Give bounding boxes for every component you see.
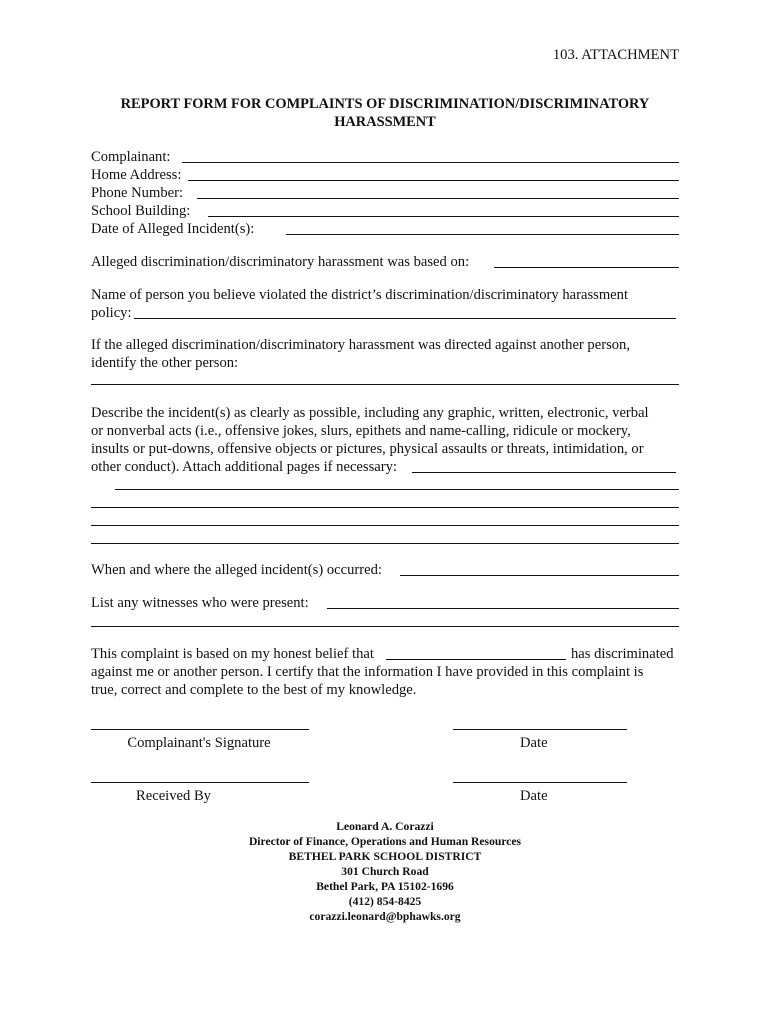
describe-field-line3[interactable]	[91, 507, 679, 508]
received-date-label: Date	[520, 788, 548, 804]
home-address-field[interactable]	[188, 180, 679, 181]
describe-field-line2[interactable]	[115, 489, 679, 490]
describe-field-line4[interactable]	[91, 525, 679, 526]
home-address-label: Home Address:	[91, 167, 182, 183]
describe-label-line2: or nonverbal acts (i.e., offensive jokes, slurs, epithets and name-calling, ridicule or mockery,	[91, 423, 631, 439]
violator-label-line1: Name of person you believe violated the district’s discrimination/discriminatory harassment	[91, 287, 628, 303]
complainant-signature-line[interactable]	[91, 729, 309, 730]
form-title-line1: REPORT FORM FOR COMPLAINTS OF DISCRIMINATION/DISCRIMINATORY	[120, 96, 650, 112]
signature-date-label: Date	[520, 735, 548, 751]
signature-date-line[interactable]	[453, 729, 627, 730]
witnesses-field-line1[interactable]	[327, 608, 679, 609]
other-person-field[interactable]	[91, 384, 679, 385]
contact-phone: (412) 854-8425	[348, 895, 422, 908]
based-on-label: Alleged discrimination/discriminatory harassment was based on:	[91, 254, 470, 270]
school-building-label: School Building:	[91, 203, 191, 219]
witnesses-label: List any witnesses who were present:	[91, 595, 309, 611]
attachment-number: 103. ATTACHMENT	[552, 47, 679, 63]
received-by-line[interactable]	[91, 782, 309, 783]
violator-label-line2: policy:	[91, 305, 132, 321]
city-address: Bethel Park, PA 15102-1696	[316, 880, 454, 893]
when-where-field[interactable]	[400, 575, 679, 576]
date-incident-label: Date of Alleged Incident(s):	[91, 221, 255, 237]
other-person-label-line1: If the alleged discrimination/discriminatory harassment was directed against another person,	[91, 337, 630, 353]
contact-title: Director of Finance, Operations and Human Resources	[248, 835, 522, 848]
certification-line2: against me or another person. I certify that the information I have provided in this complaint is	[91, 664, 644, 680]
street-address: 301 Church Road	[341, 865, 429, 878]
complainant-field[interactable]	[182, 162, 679, 163]
phone-number-field[interactable]	[197, 198, 679, 199]
certification-line1-start: This complaint is based on my honest belief that	[91, 646, 374, 662]
received-date-line[interactable]	[453, 782, 627, 783]
describe-label-line3: insults or put-downs, offensive objects or pictures, physical assaults or threats, intimidation, or	[91, 441, 644, 457]
when-where-label: When and where the alleged incident(s) occurred:	[91, 562, 382, 578]
school-building-field[interactable]	[208, 216, 679, 217]
accused-name-field[interactable]	[386, 659, 566, 660]
certification-line1-end: has discriminated	[571, 646, 674, 662]
complainant-label: Complainant:	[91, 149, 171, 165]
other-person-label-line2: identify the other person:	[91, 355, 239, 371]
describe-field-line5[interactable]	[91, 543, 679, 544]
based-on-field[interactable]	[494, 267, 679, 268]
contact-email[interactable]: corazzi.leonard@bphawks.org	[309, 910, 461, 923]
certification-line3: true, correct and complete to the best of my knowledge.	[91, 682, 417, 698]
violator-field[interactable]	[134, 318, 676, 319]
describe-label-line4: other conduct). Attach additional pages if necessary:	[91, 459, 397, 475]
date-incident-field[interactable]	[286, 234, 679, 235]
district-name: BETHEL PARK SCHOOL DISTRICT	[288, 850, 482, 863]
describe-field-line1[interactable]	[412, 472, 676, 473]
phone-number-label: Phone Number:	[91, 185, 184, 201]
received-by-label: Received By	[136, 788, 211, 804]
contact-name: Leonard A. Corazzi	[336, 820, 434, 833]
witnesses-field-line2[interactable]	[91, 626, 679, 627]
complainant-signature-label: Complainant's Signature	[127, 735, 271, 751]
form-title-line2: HARASSMENT	[334, 114, 436, 130]
describe-label-line1: Describe the incident(s) as clearly as possible, including any graphic, written, electronic, verbal	[91, 405, 649, 421]
